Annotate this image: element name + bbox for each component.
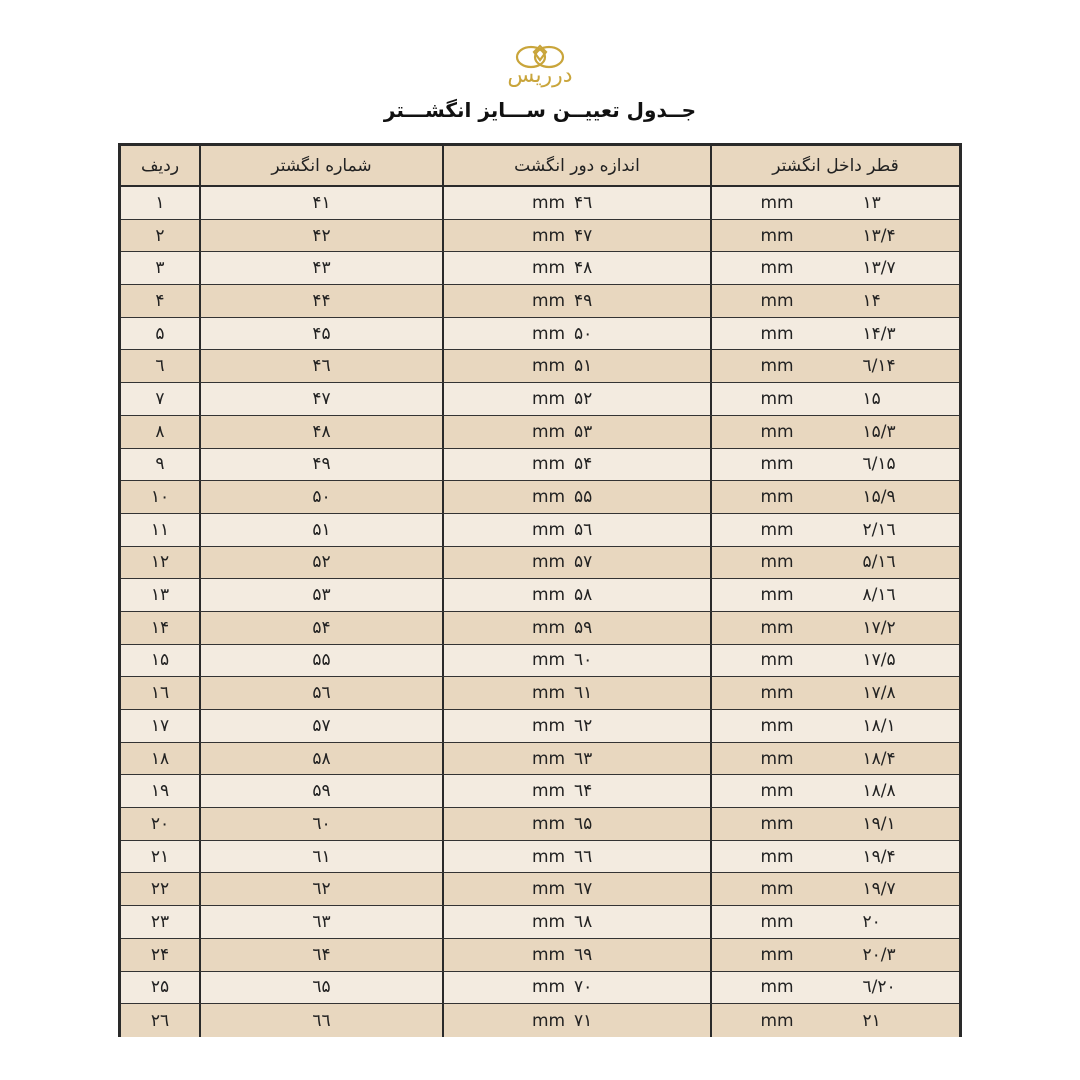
cell-circumference [442,906,710,938]
unit-label: mm [760,225,794,246]
table-row [121,939,959,972]
cell-circumference [442,1004,710,1037]
unit-label: mm [532,683,566,704]
cell-diameter [710,383,959,415]
cell-circumference [442,514,710,546]
unit-label: mm [532,258,566,279]
circumference-value: ٦۸ [574,911,593,932]
circumference-value: ۵۴ [574,454,593,475]
table-row [121,416,959,449]
diameter-value: ۱۷/۸ [862,683,896,704]
cell-circumference [442,220,710,252]
cell-ring-number: ۵۳ [199,579,442,611]
circumference-value: ۵۷ [574,552,593,573]
diameter-value: ۱۹/۷ [862,879,896,900]
unit-label: mm [532,1010,566,1031]
diameter-value: ۱۳ [862,192,881,213]
diameter-value: ۱۵ [862,388,881,409]
cell-ring-number: ۵۴ [199,612,442,644]
unit-label: mm [532,519,566,540]
cell-ring-number: ۵۱ [199,514,442,546]
unit-label: mm [532,225,566,246]
cell-ring-number: ۵۹ [199,775,442,807]
cell-ring-number: ۵۷ [199,710,442,742]
cell-ring-number: ٦۱ [199,841,442,873]
cell-circumference [442,710,710,742]
cell-index: ۱۷ [121,710,199,742]
unit-label: mm [760,879,794,900]
cell-diameter [710,939,959,971]
unit-label: mm [532,585,566,606]
cell-ring-number: ٦٦ [199,1004,442,1037]
table-row [121,841,959,874]
circumference-value: ۴۹ [574,290,593,311]
unit-label: mm [532,911,566,932]
cell-index: ۸ [121,416,199,448]
unit-label: mm [760,617,794,638]
cell-diameter [710,710,959,742]
unit-label: mm [760,715,794,736]
cell-diameter [710,612,959,644]
table-row [121,318,959,351]
unit-label: mm [760,258,794,279]
unit-label: mm [760,356,794,377]
cell-index: ۲۲ [121,873,199,905]
cell-index: ۱۵ [121,645,199,677]
cell-index: ۱۴ [121,612,199,644]
cell-ring-number: ۴۵ [199,318,442,350]
diameter-value: ۲۰/٦ [862,977,896,998]
unit-label: mm [532,977,566,998]
cell-ring-number: ٦۴ [199,939,442,971]
circumference-value: ۵۳ [574,421,593,442]
circumference-value: ۵۱ [574,356,593,377]
diameter-value: ۲۰/۳ [862,944,896,965]
cell-ring-number: ۴۹ [199,449,442,481]
table-row [121,743,959,776]
table-row [121,677,959,710]
cell-index: ۷ [121,383,199,415]
unit-label: mm [760,650,794,671]
cell-diameter [710,318,959,350]
unit-label: mm [532,748,566,769]
table-row [121,514,959,547]
ring-size-table [118,143,962,1037]
cell-circumference [442,873,710,905]
unit-label: mm [532,617,566,638]
diameter-value: ۱۸/۱ [862,715,896,736]
diameter-value: ۲۰ [862,911,881,932]
cell-index: ۱۳ [121,579,199,611]
diameter-value: ۱۹/۴ [862,846,896,867]
unit-label: mm [760,192,794,213]
circumference-value: ۷۱ [574,1010,593,1031]
cell-index: ۳ [121,252,199,284]
diameter-value: ۱۵/۳ [862,421,896,442]
cell-circumference [442,252,710,284]
circumference-value: ۵٦ [574,519,593,540]
diameter-value: ۱۳/۴ [862,225,896,246]
table-row [121,710,959,743]
table-row [121,547,959,580]
cell-diameter [710,547,959,579]
cell-circumference [442,841,710,873]
cell-diameter [710,350,959,382]
cell-index: ۵ [121,318,199,350]
cell-index: ۱۹ [121,775,199,807]
cell-circumference [442,547,710,579]
cell-diameter [710,252,959,284]
cell-ring-number: ٦۰ [199,808,442,840]
table-row [121,906,959,939]
table-row [121,873,959,906]
cell-ring-number: ٦۳ [199,906,442,938]
unit-label: mm [760,323,794,344]
cell-circumference [442,481,710,513]
circumference-value: ۵۵ [574,487,593,508]
page-title: جــدول تعییــن ســـایز انگشـــتر [383,98,697,122]
cell-index: ٦ [121,350,199,382]
cell-circumference [442,187,710,219]
cell-diameter [710,906,959,938]
cell-circumference [442,775,710,807]
circumference-value: ٦۱ [574,683,593,704]
diameter-value: ۱۳/۷ [862,258,896,279]
cell-index: ۱٦ [121,677,199,709]
circumference-value: ٦٦ [574,846,593,867]
unit-label: mm [760,552,794,573]
diameter-value: ۱٦/۲ [862,519,896,540]
table-row [121,187,959,220]
diameter-value: ۱۴ [862,290,881,311]
unit-label: mm [532,388,566,409]
circumference-value: ٦۹ [574,944,593,965]
diameter-value: ۱۹/۱ [862,813,896,834]
circumference-value: ٦۳ [574,748,593,769]
unit-label: mm [760,1010,794,1031]
cell-circumference [442,579,710,611]
unit-label: mm [760,944,794,965]
cell-index: ۲۰ [121,808,199,840]
cell-ring-number: ۴۴ [199,285,442,317]
circumference-value: ۴۸ [574,258,593,279]
circumference-value: ۵۲ [574,388,593,409]
cell-diameter [710,579,959,611]
unit-label: mm [760,813,794,834]
unit-label: mm [760,519,794,540]
unit-label: mm [532,781,566,802]
header-circumference: اندازه دور انگشت [442,146,710,185]
cell-circumference [442,285,710,317]
unit-label: mm [532,944,566,965]
cell-diameter [710,873,959,905]
unit-label: mm [532,192,566,213]
table-row [121,252,959,285]
cell-diameter [710,285,959,317]
table-row [121,645,959,678]
cell-ring-number: ۴۷ [199,383,442,415]
cell-diameter [710,775,959,807]
cell-index: ۱۰ [121,481,199,513]
diameter-value: ۱۴/٦ [862,356,896,377]
diameter-value: ۱۷/۲ [862,617,896,638]
cell-diameter [710,972,959,1004]
cell-diameter [710,743,959,775]
unit-label: mm [532,650,566,671]
cell-ring-number: ٦۲ [199,873,442,905]
cell-diameter [710,645,959,677]
unit-label: mm [532,487,566,508]
circumference-value: ۵۰ [574,323,593,344]
cell-circumference [442,972,710,1004]
unit-label: mm [532,421,566,442]
unit-label: mm [760,781,794,802]
unit-label: mm [760,487,794,508]
cell-diameter [710,220,959,252]
circumference-value: ۴٦ [574,192,593,213]
cell-circumference [442,383,710,415]
diameter-value: ۱۷/۵ [862,650,896,671]
cell-diameter [710,449,959,481]
circumference-value: ٦۴ [574,781,593,802]
unit-label: mm [760,748,794,769]
table-header [121,146,959,187]
diameter-value: ۱۵/٦ [862,454,896,475]
cell-diameter [710,677,959,709]
table-body [121,187,959,1037]
diameter-value: ۱٦/۸ [862,585,896,606]
cell-index: ۲۴ [121,939,199,971]
table-row [121,350,959,383]
cell-circumference [442,416,710,448]
table-row [121,808,959,841]
cell-ring-number: ۵۵ [199,645,442,677]
circumference-value: ۵۹ [574,617,593,638]
cell-index: ۱۸ [121,743,199,775]
table-row [121,481,959,514]
unit-label: mm [532,356,566,377]
header-index: ردیف [121,146,199,185]
cell-diameter [710,416,959,448]
unit-label: mm [532,552,566,573]
unit-label: mm [532,846,566,867]
cell-index: ۱۲ [121,547,199,579]
cell-diameter [710,1004,959,1037]
circumference-value: ۵۸ [574,585,593,606]
unit-label: mm [532,454,566,475]
cell-diameter [710,808,959,840]
unit-label: mm [760,585,794,606]
cell-index: ۲٦ [121,1004,199,1037]
cell-ring-number: ۴۸ [199,416,442,448]
table-row [121,449,959,482]
circumference-value: ٦۰ [574,650,593,671]
unit-label: mm [760,454,794,475]
cell-diameter [710,481,959,513]
cell-ring-number: ۴٦ [199,350,442,382]
circumference-value: ٦۲ [574,715,593,736]
table-row [121,220,959,253]
circumference-value: ۴۷ [574,225,593,246]
cell-circumference [442,743,710,775]
cell-circumference [442,449,710,481]
unit-label: mm [760,977,794,998]
cell-index: ۹ [121,449,199,481]
cell-circumference [442,808,710,840]
cell-index: ۱۱ [121,514,199,546]
brand-name: درریس [507,63,573,88]
unit-label: mm [760,421,794,442]
diameter-value: ۱٦/۵ [862,552,896,573]
circumference-value: ٦۵ [574,813,593,834]
cell-ring-number: ۵۸ [199,743,442,775]
cell-circumference [442,612,710,644]
diameter-value: ۲۱ [862,1010,881,1031]
unit-label: mm [532,879,566,900]
table-row [121,1004,959,1037]
unit-label: mm [532,813,566,834]
cell-index: ۲۳ [121,906,199,938]
cell-ring-number: ٦۵ [199,972,442,1004]
diameter-value: ۱۸/۸ [862,781,896,802]
table-row [121,285,959,318]
cell-circumference [442,350,710,382]
table-row [121,579,959,612]
unit-label: mm [532,290,566,311]
cell-index: ۱ [121,187,199,219]
cell-ring-number: ۴۳ [199,252,442,284]
cell-diameter [710,514,959,546]
table-row [121,383,959,416]
cell-ring-number: ۴۲ [199,220,442,252]
unit-label: mm [760,683,794,704]
diameter-value: ۱۵/۹ [862,487,896,508]
unit-label: mm [760,911,794,932]
cell-index: ۲ [121,220,199,252]
cell-circumference [442,318,710,350]
diameter-value: ۱۴/۳ [862,323,896,344]
cell-index: ۲۵ [121,972,199,1004]
unit-label: mm [760,290,794,311]
cell-circumference [442,645,710,677]
cell-index: ۲۱ [121,841,199,873]
unit-label: mm [760,388,794,409]
cell-ring-number: ۵۲ [199,547,442,579]
unit-label: mm [532,323,566,344]
table-row [121,612,959,645]
unit-label: mm [532,715,566,736]
cell-ring-number: ۵۰ [199,481,442,513]
cell-diameter [710,841,959,873]
unit-label: mm [760,846,794,867]
header-ring-number: شماره انگشتر [199,146,442,185]
cell-ring-number: ۵٦ [199,677,442,709]
header-diameter: قطر داخل انگشتر [710,146,959,185]
circumference-value: ۷۰ [574,977,593,998]
circumference-value: ٦۷ [574,879,593,900]
table-row [121,775,959,808]
cell-ring-number: ۴۱ [199,187,442,219]
table-row [121,972,959,1005]
cell-circumference [442,677,710,709]
diameter-value: ۱۸/۴ [862,748,896,769]
cell-index: ۴ [121,285,199,317]
cell-circumference [442,939,710,971]
cell-diameter [710,187,959,219]
